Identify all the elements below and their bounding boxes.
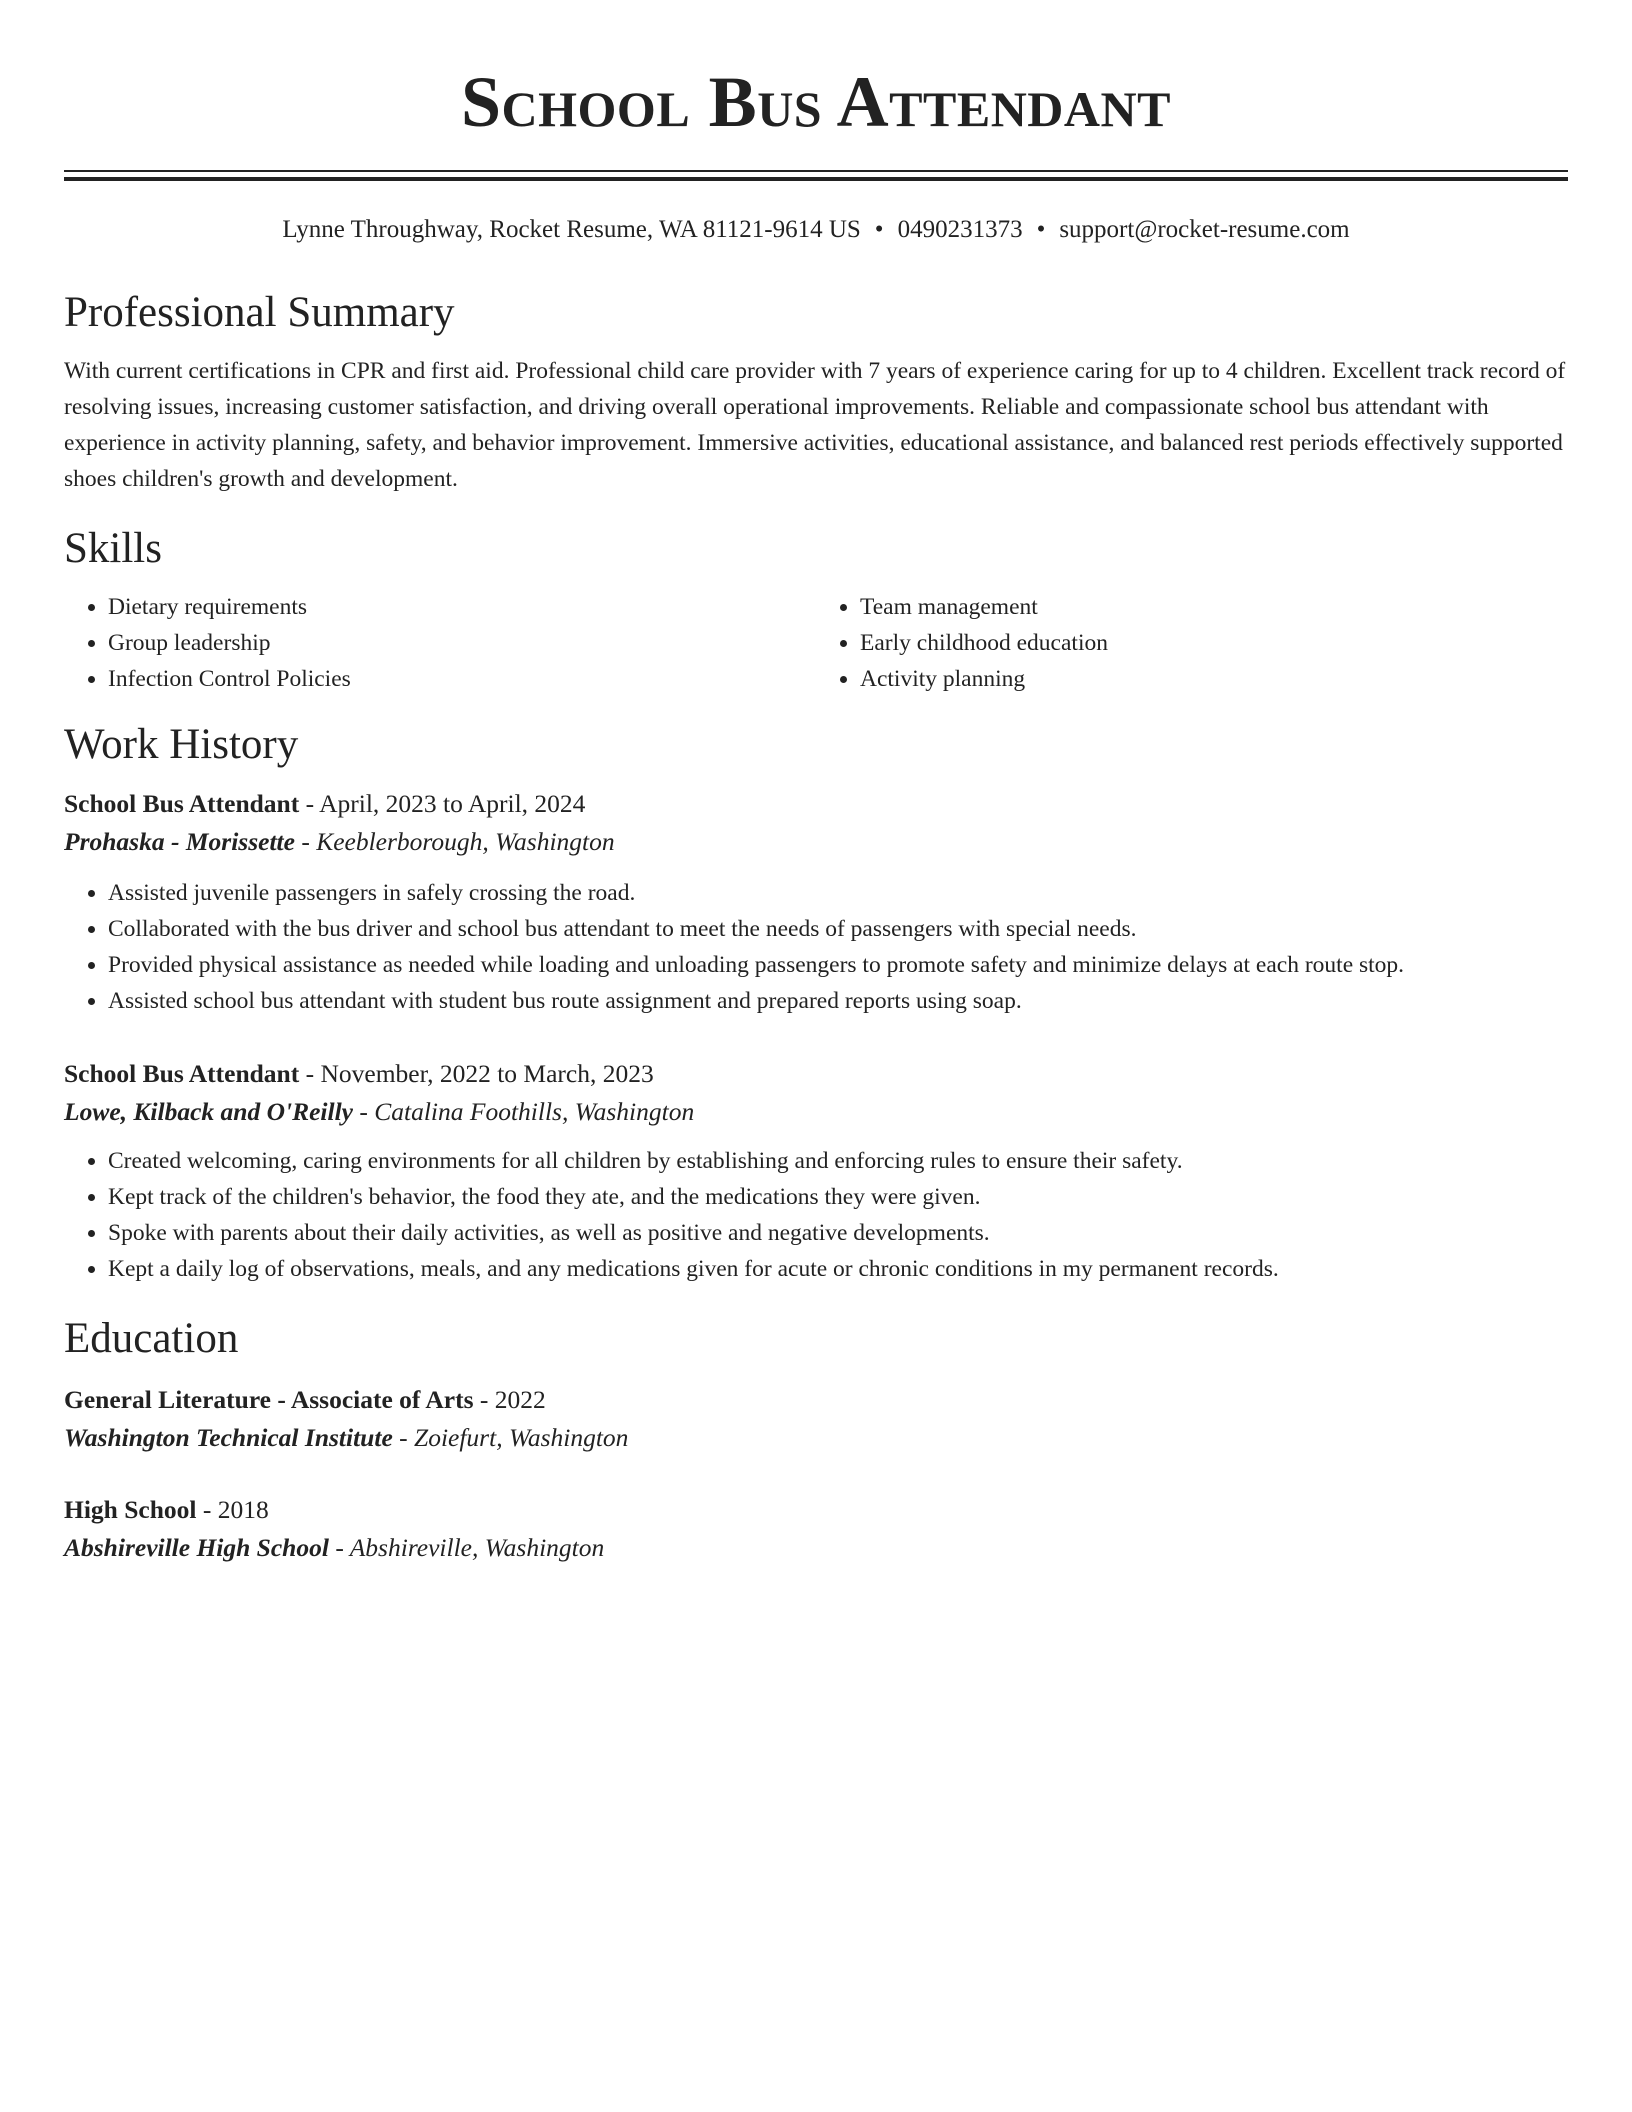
- education-degree-line: High School - 2018: [64, 1495, 269, 1524]
- education-school-line: Washington Technical Institute - Zoiefurt, Washington: [64, 1423, 629, 1452]
- skills-column-right: [816, 589, 1568, 697]
- job-title-line: School Bus Attendant - April, 2023 to April, 2024: [64, 789, 586, 818]
- education-heading: Education: [64, 1315, 239, 1362]
- summary-heading: Professional Summary: [64, 289, 455, 336]
- education-degree: General Literature - Associate of Arts: [64, 1385, 474, 1414]
- job-entry: [64, 785, 1568, 1019]
- education-location: Zoiefurt, Washington: [414, 1423, 629, 1452]
- contact-separator: •: [874, 216, 884, 243]
- contact-address: Lynne Throughway, Rocket Resume, WA 81121-9614 US: [282, 216, 861, 243]
- education-year: 2022: [494, 1385, 546, 1414]
- education-entry: [64, 1491, 1568, 1567]
- education-school: Abshireville High School: [64, 1533, 329, 1562]
- education-school: Washington Technical Institute: [64, 1423, 393, 1452]
- job-location: Catalina Foothills, Washington: [374, 1097, 695, 1126]
- job-title: School Bus Attendant: [64, 789, 300, 818]
- job-bullet: • Spoke with parents about their daily activities, as well as positive and negative developments.: [108, 1215, 1568, 1251]
- work-history-heading: Work History: [64, 721, 299, 768]
- skills-list: [64, 589, 1568, 697]
- contact-email: support@rocket-resume.com: [1059, 216, 1350, 243]
- job-bullet: • Assisted juvenile passengers in safely crossing the road.: [108, 875, 1568, 911]
- skills-column-left: [64, 589, 816, 697]
- job-location: Keeblerborough, Washington: [316, 827, 615, 856]
- skill-item: • Team management: [860, 589, 1568, 625]
- skill-item: • Infection Control Policies: [108, 661, 816, 697]
- skill-item: • Early childhood education: [860, 625, 1568, 661]
- skill-item: • Dietary requirements: [108, 589, 816, 625]
- job-bullet: • Collaborated with the bus driver and school bus attendant to meet the needs of passengers with special needs.: [108, 911, 1568, 947]
- job-bullet: • Kept track of the children's behavior, the food they ate, and the medications they were given.: [108, 1179, 1568, 1215]
- job-bullet: • Created welcoming, caring environments for all children by establishing and enforcing rules to ensure their safety.: [108, 1143, 1568, 1179]
- job-entry: [64, 1055, 1568, 1287]
- education-location: Abshireville, Washington: [349, 1533, 605, 1562]
- summary-text: With current certifications in CPR and first aid. Professional child care provider with 7 years of experience caring for up to 4 children. Excellent track record of resolving issues, increasing customer satisfaction, and driving overall operational improvements. Reliable and compassionate school bus attendant with experience in activity planning, safety, and behavior improvement. Immersive activities, educational assistance, and balanced rest periods effectively supported shoes children's growth and development.: [64, 358, 1566, 492]
- job-title: School Bus Attendant: [64, 1059, 300, 1088]
- contact-phone: 0490231373: [897, 216, 1023, 243]
- education-degree: High School: [64, 1495, 197, 1524]
- skill-item: • Activity planning: [860, 661, 1568, 697]
- contact-line: [64, 215, 1568, 245]
- education-entry: [64, 1381, 1568, 1457]
- education-school-line: Abshireville High School - Abshireville, Washington: [64, 1533, 605, 1562]
- education-degree-line: General Literature - Associate of Arts - 2022: [64, 1385, 546, 1414]
- job-company: Prohaska - Morissette: [64, 827, 295, 856]
- job-bullet: • Provided physical assistance as needed while loading and unloading passengers to promote safety and minimize delays at each route stop.: [108, 947, 1568, 983]
- education-year: 2018: [217, 1495, 269, 1524]
- skill-item: • Group leadership: [108, 625, 816, 661]
- job-dates: April, 2023 to April, 2024: [319, 789, 586, 818]
- resume-title: School Bus Attendant: [461, 62, 1171, 142]
- job-company-line: Prohaska - Morissette - Keeblerborough, Washington: [64, 827, 615, 856]
- job-bullets: [64, 1143, 1568, 1287]
- title-divider: [64, 170, 1568, 181]
- job-dates: November, 2022 to March, 2023: [320, 1059, 654, 1088]
- job-title-line: School Bus Attendant - November, 2022 to March, 2023: [64, 1059, 654, 1088]
- job-bullet: • Assisted school bus attendant with student bus route assignment and prepared reports using soap.: [108, 983, 1568, 1019]
- skills-heading: Skills: [64, 525, 162, 572]
- job-bullet: • Kept a daily log of observations, meals, and any medications given for acute or chronic conditions in my permanent records.: [108, 1251, 1568, 1287]
- job-company: Lowe, Kilback and O'Reilly: [64, 1097, 353, 1126]
- job-company-line: Lowe, Kilback and O'Reilly - Catalina Foothills, Washington: [64, 1097, 695, 1126]
- job-bullets: [64, 875, 1568, 1019]
- contact-separator: •: [1036, 216, 1046, 243]
